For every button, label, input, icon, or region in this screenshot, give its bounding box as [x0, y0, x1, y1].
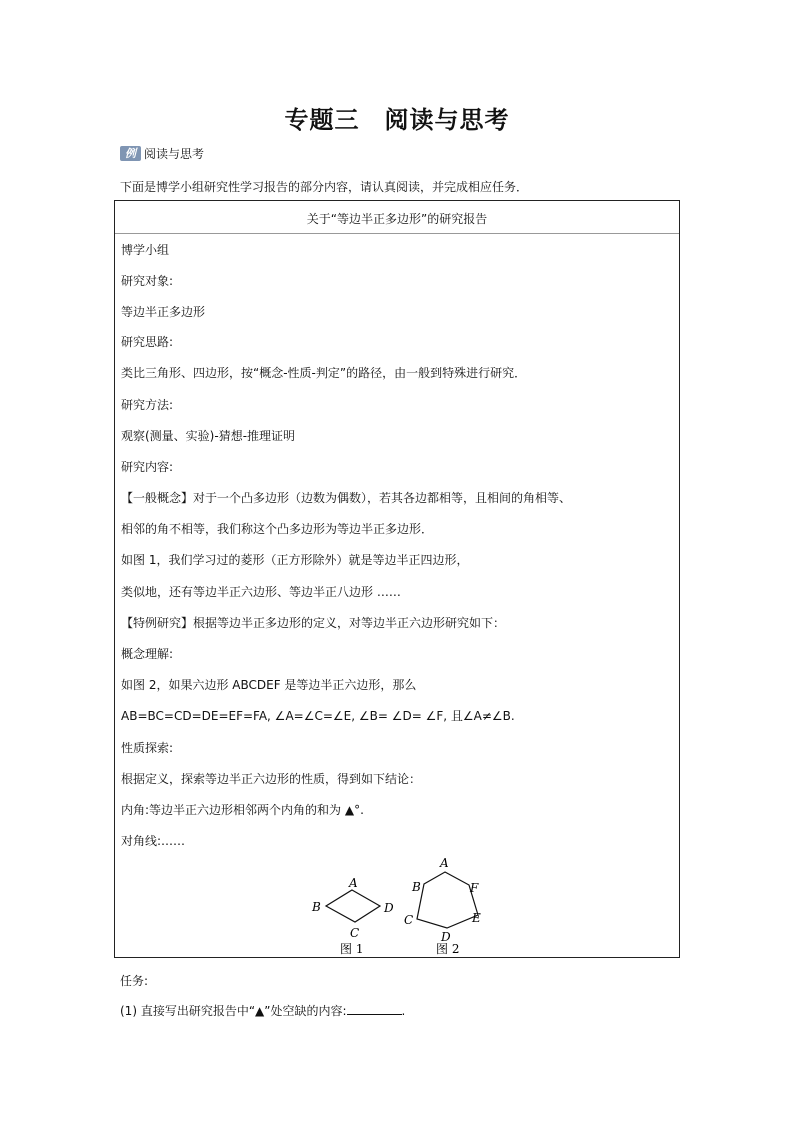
task-1-end: . — [401, 1004, 406, 1018]
fig1-label-a: A — [349, 876, 358, 890]
report-line: 如图 2，如果六边形 ABCDEF 是等边半正六边形，那么 — [121, 678, 417, 692]
report-line: 类似地，还有等边半正六边形、等边半正八边形 …… — [121, 585, 401, 599]
report-line: 类比三角形、四边形，按“概念-性质-判定”的路径，由一般到特殊进行研究． — [121, 366, 527, 380]
answer-blank[interactable] — [347, 1002, 402, 1015]
task-1 — [120, 1002, 405, 1019]
fig2-caption: 图 2 — [436, 942, 460, 956]
report-line: 相邻的角不相等，我们称这个凸多边形为等边半正多边形． — [121, 522, 434, 536]
report-line: 研究方法: — [121, 398, 174, 412]
report-line: 研究思路: — [121, 335, 174, 349]
report-line: 观察(测量、实验)-猜想-推理证明 — [121, 429, 296, 443]
report-line: 研究对象: — [121, 274, 174, 288]
geometry-figures — [300, 850, 500, 956]
fig1-label-c: C — [350, 926, 360, 940]
fig2-label-c: C — [404, 913, 414, 927]
fig2-label-d: D — [441, 930, 451, 944]
example-label: 阅读与思考 — [144, 147, 205, 161]
report-line: 内角:等边半正六边形相邻两个内角的和为 ▲°. — [121, 803, 364, 817]
fig2-label-b: B — [412, 880, 421, 894]
report-line: 如图 1，我们学习过的菱形（正方形除外）就是等边半正四边形， — [121, 553, 469, 567]
report-box — [114, 200, 680, 958]
tasks-label: 任务: — [120, 974, 149, 988]
fig2-label-f: F — [470, 881, 479, 895]
page-title: 专题三 阅读与思考 — [284, 106, 510, 134]
report-line: 【特例研究】根据等边半正多边形的定义，对等边半正六边形研究如下： — [121, 616, 506, 630]
fig1-caption: 图 1 — [340, 942, 364, 956]
example-badge: 例 — [120, 146, 141, 161]
report-title: 关于“等边半正多边形”的研究报告 — [115, 210, 679, 234]
report-line: AB=BC=CD=DE=EF=FA, ∠A=∠C=∠E, ∠B= ∠D= ∠F, 且∠A≠∠B. — [121, 709, 515, 723]
report-line: 博学小组 — [121, 243, 170, 257]
report-line: 研究内容: — [121, 460, 174, 474]
fig2-label-a: A — [440, 856, 449, 870]
fig2-label-e: E — [472, 911, 481, 925]
report-line: 概念理解: — [121, 647, 174, 661]
report-line: 性质探索: — [121, 741, 174, 755]
report-line: 对角线:…… — [121, 834, 186, 848]
fig1-label-b: B — [312, 900, 321, 914]
report-line: 等边半正多边形 — [121, 305, 206, 319]
rhombus-shape — [326, 890, 380, 922]
fig1-label-d: D — [384, 901, 394, 915]
report-line: 【一般概念】对于一个凸多边形（边数为偶数），若其各边都相等，且相间的角相等、 — [121, 491, 572, 505]
report-line: 根据定义，探索等边半正六边形的性质，得到如下结论： — [121, 772, 422, 786]
example-header — [120, 145, 204, 162]
hexagon-shape — [417, 872, 478, 928]
intro-text: 下面是博学小组研究性学习报告的部分内容，请认真阅读，并完成相应任务． — [120, 180, 529, 194]
task-1-text: (1) 直接写出研究报告中“▲”处空缺的内容: — [120, 1004, 347, 1018]
